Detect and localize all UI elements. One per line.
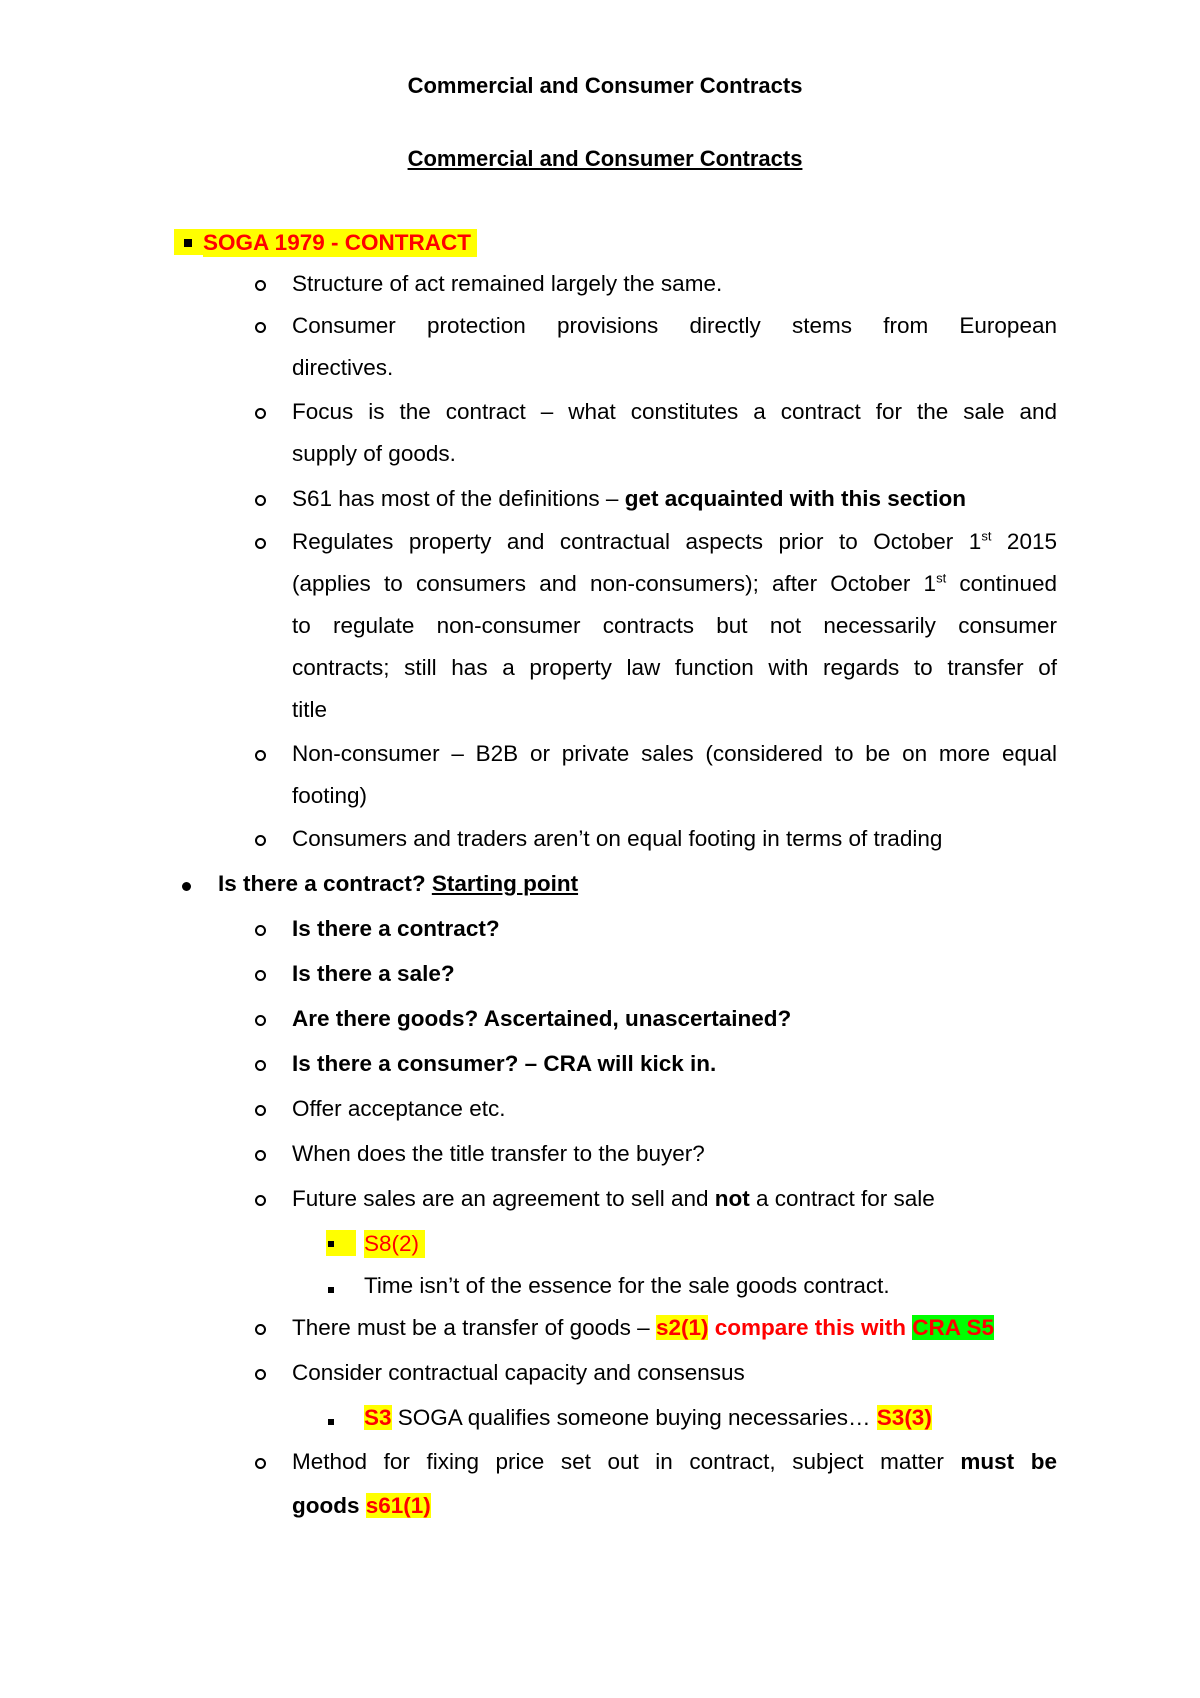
bullet-ring (255, 312, 269, 326)
bullet-square-highlighted (326, 1230, 356, 1263)
item-bold-text: get acquainted with this section (624, 486, 966, 511)
list-item: Is there a contract? (292, 916, 500, 941)
document-title: Commercial and Consumer Contracts (407, 73, 803, 98)
sub-list-item (364, 1404, 932, 1432)
bullet-ring (255, 740, 269, 754)
list-item (292, 485, 966, 513)
bullet-square (328, 1404, 334, 1432)
item-text: S61 has most of the definitions – (292, 486, 625, 511)
list-item (292, 1314, 994, 1342)
section-heading-soga: SOGA 1979 - CONTRACT (203, 229, 477, 257)
item-text: 2015 (991, 529, 1057, 554)
list-item-continued: footing) (292, 783, 368, 808)
list-item-continued (292, 1492, 431, 1520)
superscript: st (981, 528, 992, 544)
list-item: Consumer protection provisions directly stems from European (292, 313, 1057, 338)
bullet-square (328, 1272, 334, 1300)
list-item: Is there a sale? (292, 961, 455, 986)
list-item-continued: supply of goods. (292, 441, 456, 466)
list-item: Are there goods? Ascertained, unascertained? (292, 1006, 792, 1031)
heading-text: Is there a contract? (218, 871, 432, 896)
bullet-disc (182, 870, 191, 898)
list-item: Is there a consumer? – CRA will kick in. (292, 1051, 717, 1076)
bullet-ring (255, 1448, 269, 1462)
bullet-ring (255, 1359, 269, 1373)
document-heading: Commercial and Consumer Contracts (407, 146, 803, 171)
list-item: Structure of act remained largely the same. (292, 271, 723, 296)
item-text: a contract for sale (749, 1186, 935, 1211)
bullet-ring (255, 398, 269, 412)
item-bold-text: must be (960, 1449, 1058, 1474)
list-item-continued: contracts; still has a property law function with regards to transfer of (292, 655, 1057, 680)
bullet-ring (255, 1095, 269, 1109)
section-ref-highlight: s2(1) (655, 1315, 709, 1340)
item-text: Method for fixing price set out in contract, subject matter (292, 1449, 961, 1474)
bullet-ring (255, 1140, 269, 1154)
bullet-ring (255, 485, 269, 499)
list-item: Consumers and traders aren’t on equal footing in terms of trading (292, 826, 943, 851)
superscript: st (936, 570, 947, 586)
list-item-continued: to regulate non-consumer contracts but not necessarily consumer (292, 613, 1057, 638)
list-item: When does the title transfer to the buyer? (292, 1141, 705, 1166)
list-item-continued (292, 570, 1057, 598)
item-text: continued (946, 571, 1057, 596)
bullet-ring (255, 1185, 269, 1199)
list-item: Non-consumer – B2B or private sales (considered to be on more equal (292, 741, 1057, 766)
list-item-continued: directives. (292, 355, 394, 380)
bullet-ring (255, 528, 269, 542)
item-bold-text: goods (292, 1493, 360, 1518)
list-item: Offer acceptance etc. (292, 1096, 506, 1121)
bullet-ring (255, 915, 269, 929)
item-bold-text: not (714, 1186, 750, 1211)
list-item: Focus is the contract – what constitutes a contract for the sale and (292, 399, 1057, 424)
heading-underlined-text: Starting point (431, 871, 579, 896)
item-text: Regulates property and contractual aspects prior to October 1 (292, 529, 982, 554)
bullet-ring (255, 1314, 269, 1328)
section-ref-green-highlight: CRA S5 (912, 1315, 994, 1340)
item-text: SOGA qualifies someone buying necessaries… (391, 1405, 877, 1430)
sub-list-item: Time isn’t of the essence for the sale goods contract. (364, 1273, 890, 1298)
item-text: (applies to consumers and non-consumers); after October 1 (292, 571, 937, 596)
list-item-continued: title (292, 697, 328, 722)
list-item: Consider contractual capacity and consensus (292, 1360, 745, 1385)
section-ref-highlight: s61(1) (365, 1493, 431, 1518)
section-ref-highlight: S3(3) (876, 1405, 932, 1430)
list-item (292, 528, 1057, 556)
bullet-ring (255, 1050, 269, 1064)
item-text: Future sales are an agreement to sell and (292, 1186, 715, 1211)
item-red-text: compare this with (708, 1315, 913, 1340)
bullet-ring (255, 825, 269, 839)
bullet-disc-highlighted (174, 229, 204, 262)
bullet-ring (255, 1005, 269, 1019)
list-item (292, 1185, 935, 1213)
section-ref-highlight: S3 (364, 1405, 392, 1430)
item-text: There must be a transfer of goods – (292, 1315, 656, 1340)
sub-list-item: S8(2) (364, 1230, 425, 1258)
bullet-ring (255, 960, 269, 974)
list-item (292, 1448, 1057, 1476)
bullet-ring (255, 270, 269, 284)
section-heading-contract (218, 870, 578, 898)
